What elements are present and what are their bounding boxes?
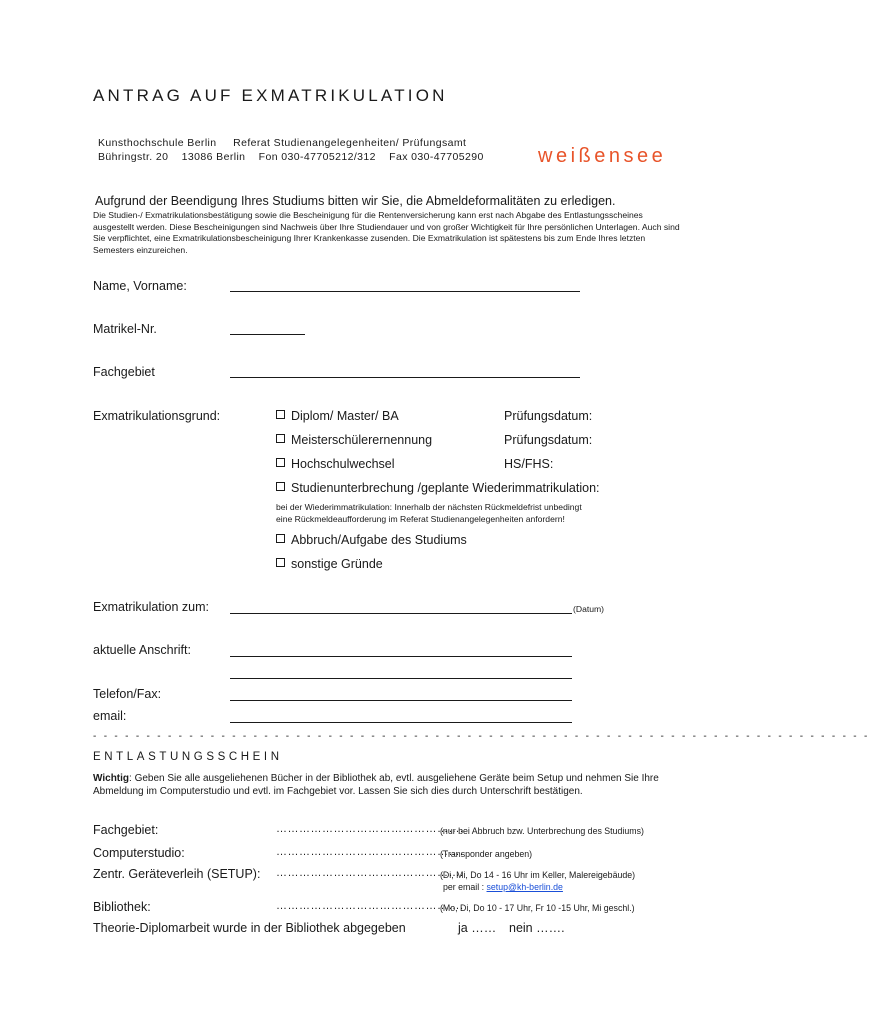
- checkbox-unterbrechung[interactable]: [276, 482, 285, 491]
- matrikel-field[interactable]: [230, 321, 305, 335]
- ent-fachgebiet-signature[interactable]: ………………………………………….: [276, 823, 464, 835]
- option-diplom-label: Diplom/ Master/ BA: [291, 409, 399, 423]
- wichtig-label: Wichtig: [93, 773, 130, 784]
- setup-email-link[interactable]: setup@kh-berlin.de: [486, 882, 563, 892]
- entlastungsschein-title: ENTLASTUNGSSCHEIN: [93, 751, 283, 763]
- email-field[interactable]: [230, 709, 572, 723]
- fachgebiet-field[interactable]: [230, 364, 580, 378]
- ent-setup-email-line: [443, 882, 563, 892]
- theorie-label: Theorie-Diplomarbeit wurde in der Bibliothek abgegeben: [93, 921, 406, 935]
- anschrift-field-2[interactable]: [230, 665, 572, 679]
- ent-fachgebiet-note: (nur bei Abbruch bzw. Unterbrechung des Studiums): [440, 826, 644, 836]
- option-unterbrechung-label: Studienunterbrechung /geplante Wiederimmatrikulation:: [291, 481, 600, 495]
- ent-bibliothek-label: Bibliothek:: [93, 900, 151, 914]
- telefon-label: Telefon/Fax:: [93, 687, 162, 701]
- option-sonstige[interactable]: [276, 557, 383, 571]
- datum-hint: (Datum): [573, 604, 605, 614]
- ent-bibliothek-note: (Mo, Di, Do 10 - 17 Uhr, Fr 10 -15 Uhr, Mi geschl.): [440, 903, 635, 913]
- checkbox-diplom[interactable]: [276, 410, 285, 419]
- checkbox-sonstige[interactable]: [276, 558, 285, 567]
- institution-address: [98, 137, 484, 164]
- intro-text: Die Studien-/ Exmatrikulationsbestätigung sowie die Bescheinigung für die Rentenversicherung kann erst nach Abgabe des Entlastungsscheines ausgestellt werden. Diese Bescheinigungen sind Nachweis über Ihre Studiendauer und von großer Wichtigkeit für Ihre persönlichen Unterlagen. Auch sind Sie verpflichtet, eine Exmatrikulationsbescheinigung Ihrer Krankenkasse zusenden. Die Exmatrikulation ist spätestens bis zum Ende Ihres letzten Semesters einzureichen.: [93, 210, 680, 255]
- telefon-field[interactable]: [230, 687, 572, 701]
- page-title: ANTRAG AUF EXMATRIKULATION: [93, 86, 448, 105]
- ent-setup-email-prefix: per email :: [443, 882, 487, 892]
- wichtig-text: [93, 773, 683, 798]
- option-abbruch-label: Abbruch/Aufgabe des Studiums: [291, 533, 467, 547]
- ent-setup-note: (Di, Mi, Do 14 - 16 Uhr im Keller, Malereigebäude): [440, 870, 636, 880]
- ent-bibliothek-signature[interactable]: ………………………………………….: [276, 900, 464, 912]
- name-field[interactable]: [230, 278, 580, 292]
- name-label: Name, Vorname:: [93, 279, 187, 293]
- hs-fhs-label: HS/FHS:: [504, 457, 554, 471]
- pruefungsdatum-label-2: Prüfungsdatum:: [504, 433, 593, 447]
- checkbox-hochschulwechsel[interactable]: [276, 458, 285, 467]
- option-meisterschueler-label: Meisterschülerernennung: [291, 433, 433, 447]
- option-sonstige-label: sonstige Gründe: [291, 557, 383, 571]
- checkbox-abbruch[interactable]: [276, 534, 285, 543]
- option-hochschulwechsel[interactable]: [276, 457, 395, 471]
- grund-label: Exmatrikulationsgrund:: [93, 409, 221, 423]
- pruefungsdatum-label-1: Prüfungsdatum:: [504, 409, 593, 423]
- exmat-datum-field[interactable]: [230, 600, 572, 614]
- cut-line-separator: - - - - - - - - - - - - - - - - - - - - - - - - - - - - - - - - - - - - - - - - - - - - - - - - - - - - - - - - - - - - - - - - - - - - - - - - -: [93, 731, 870, 742]
- matrikel-label: Matrikel-Nr.: [93, 322, 157, 336]
- weissensee-logo: weißensee: [538, 145, 667, 167]
- anschrift-field-1[interactable]: [230, 643, 572, 657]
- fachgebiet-label: Fachgebiet: [93, 365, 155, 379]
- ent-computerstudio-signature[interactable]: ………………………………………….: [276, 846, 464, 858]
- ent-setup-signature[interactable]: ………………………………………….: [276, 867, 464, 879]
- institution-line-1: Kunsthochschule Berlin Referat Studienangelegenheiten/ Prüfungsamt: [98, 137, 467, 149]
- email-label: email:: [93, 709, 127, 723]
- ent-fachgebiet-label: Fachgebiet:: [93, 823, 159, 837]
- option-hochschulwechsel-label: Hochschulwechsel: [291, 457, 395, 471]
- ent-computerstudio-note: (Transponder angeben): [440, 849, 533, 859]
- intro-heading: Aufgrund der Beendigung Ihres Studiums bitten wir Sie, die Abmeldeformalitäten zu erledigen.: [95, 194, 616, 208]
- theorie-nein[interactable]: nein …….: [509, 921, 565, 935]
- ent-setup-label: Zentr. Geräteverleih (SETUP):: [93, 867, 261, 881]
- unterbrechung-note-1: bei der Wiederimmatrikulation: Innerhalb der nächsten Rückmeldefrist unbedingt: [276, 502, 582, 512]
- institution-line-2: Bühringstr. 20 13086 Berlin Fon 030-47705212/312 Fax 030-47705290: [98, 150, 484, 163]
- ent-computerstudio-label: Computerstudio:: [93, 846, 185, 860]
- exmat-zum-label: Exmatrikulation zum:: [93, 600, 210, 614]
- option-abbruch[interactable]: [276, 533, 467, 547]
- unterbrechung-note-2: eine Rückmeldeaufforderung im Referat Studienangelegenheiten anfordern!: [276, 514, 565, 524]
- theorie-ja[interactable]: ja ……: [458, 921, 497, 935]
- option-unterbrechung[interactable]: [276, 481, 600, 495]
- wichtig-body: : Geben Sie alle ausgeliehenen Bücher in der Bibliothek ab, evtl. ausgeliehene Geräte beim Setup und nehmen Sie Ihre Abmeldung im Computerstudio und evtl. im Fachgebiet vor. Lassen Sie sich dies durch Unterschrift bestätigen.: [93, 773, 659, 797]
- option-diplom[interactable]: [276, 409, 399, 423]
- option-meisterschueler[interactable]: [276, 433, 432, 447]
- checkbox-meisterschueler[interactable]: [276, 434, 285, 443]
- anschrift-label: aktuelle Anschrift:: [93, 643, 191, 657]
